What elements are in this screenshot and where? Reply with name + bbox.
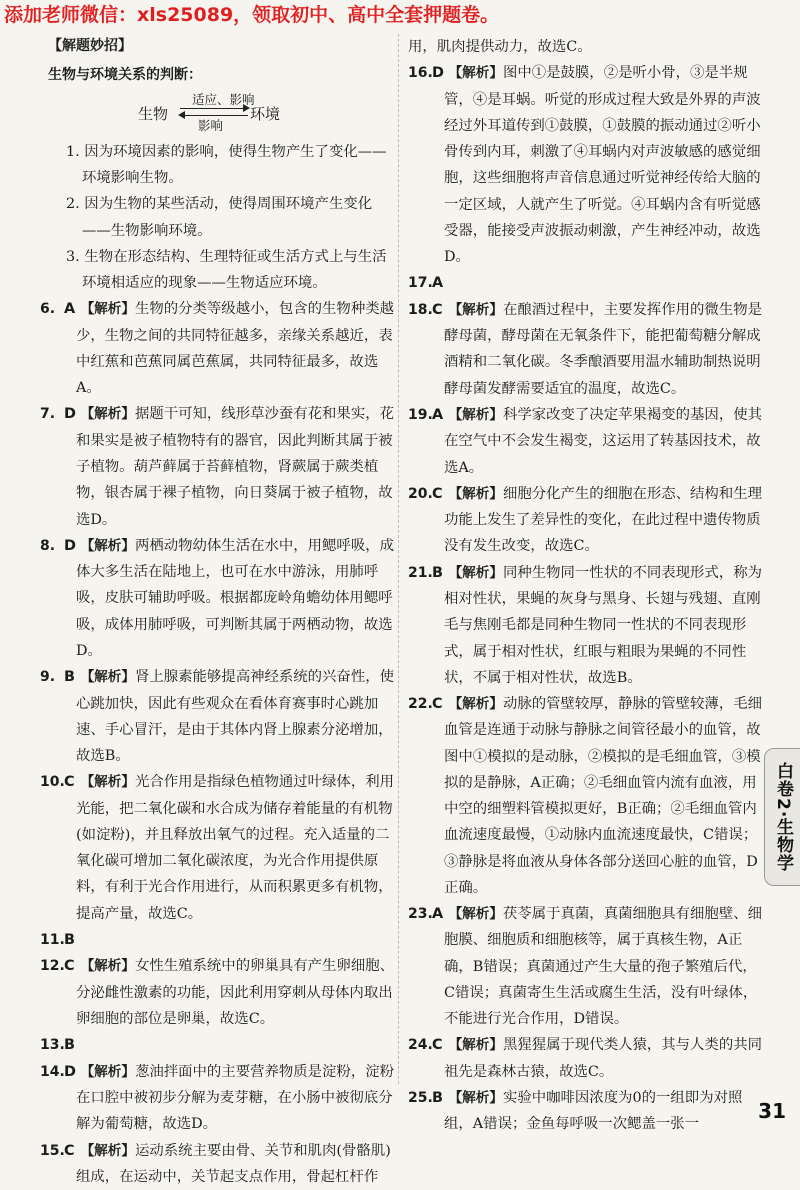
question-item (40, 953, 395, 1032)
question-item (408, 402, 763, 481)
analysis-text: 细胞分化产生的细胞在形态、结构和生理功能上发生了差异性的变化，在此过程中遗传物质没有发生改变，故选C。 (444, 486, 762, 555)
diagram-organism: 生物 (138, 101, 168, 128)
analysis-text: 女性生殖系统中的卵巢具有产生卵细胞、分泌雌性激素的功能，因此利用穿刺从母体内取出卵细胞的部位是卵巢，故选C。 (76, 958, 394, 1027)
question-number: 23. (408, 902, 432, 927)
analysis-text: 光合作用是指绿色植物通过叶绿体，利用光能，把二氧化碳和水合成为储存着能量的有机物(如淀粉)，并且释放出氧气的过程。充入适量的二氧化碳可增加二氧化碳浓度，为光合作用提供原料，有利于光合作用进行，从而积累更多有机物，提高产量，故选C。 (76, 774, 394, 921)
answer-letter: D (432, 60, 444, 86)
analysis-tag: 【解析】 (449, 486, 503, 502)
question-item (40, 401, 395, 532)
question-number: 21. (408, 561, 432, 586)
question-item (408, 60, 763, 270)
question-item (40, 296, 395, 401)
analysis-tag: 【解析】 (81, 406, 135, 422)
question-number: 20. (408, 482, 432, 507)
question-item (40, 769, 395, 927)
analysis-text: 两栖动物幼体生活在水中，用鳃呼吸，成体大多生活在陆地上，也可在水中游泳，用肺呼吸，皮肤可辅助呼吸。根据都庞岭角蟾幼体用鳃呼吸，成体用肺呼吸，可判断其属于两栖动物，故选D。 (76, 538, 394, 659)
question-item (40, 927, 395, 953)
question-number: 19. (408, 403, 432, 428)
analysis-tag: 【解析】 (449, 65, 503, 81)
question-number: 16. (408, 61, 432, 86)
question-number: 7. (40, 402, 64, 427)
right-column (408, 34, 763, 1084)
question-item (40, 1138, 395, 1190)
question-number: 12. (40, 954, 64, 979)
question-item (408, 481, 763, 560)
question-item (408, 560, 763, 691)
question-number: 10. (40, 770, 64, 795)
answer-letter: A (432, 270, 444, 296)
answer-letter: A (432, 402, 444, 428)
analysis-tag: 【解析】 (81, 301, 135, 317)
analysis-text: 葱油拌面中的主要营养物质是淀粉，淀粉在口腔中被初步分解为麦芽糖，在小肠中被彻底分解为葡萄糖，故选D。 (76, 1064, 394, 1133)
analysis-text: 在酿酒过程中，主要发挥作用的微生物是酵母菌，酵母菌在无氧条件下，能把葡萄糖分解成酒精和二氧化碳。冬季酿酒要用温水辅助制热说明酵母菌发酵需要适宜的温度，故选C。 (444, 302, 762, 397)
analysis-tag: 【解析】 (81, 1143, 135, 1159)
answer-letter: A (432, 901, 444, 927)
left-column (40, 34, 395, 1084)
answer-letter: B (64, 664, 76, 690)
relation-diagram (40, 91, 395, 135)
answer-letter: C (64, 953, 76, 979)
question-number: 13. (40, 1033, 64, 1058)
side-tab: 白卷2·生物学 (764, 748, 800, 886)
answer-letter: C (432, 691, 444, 717)
question-number: 17. (408, 271, 432, 296)
answer-letter: D (64, 533, 76, 559)
answer-letter: B (64, 927, 76, 953)
answer-letter: B (432, 560, 444, 586)
question-item (408, 297, 763, 402)
analysis-tag: 【解析】 (449, 906, 503, 922)
tip-item: 3. 生物在形态结构、生理特征或生活方式上与生活环境相适应的现象——生物适应环境。 (48, 244, 395, 296)
diagram-environment: 环境 (250, 101, 280, 128)
analysis-tag: 【解析】 (81, 538, 135, 554)
question-number: 8. (40, 534, 64, 559)
tips-header: 【解题妙招】 (48, 34, 395, 59)
analysis-text: 茯苓属于真菌，真菌细胞具有细胞壁、细胞膜、细胞质和细胞核等，属于真核生物，A正确，B错误；真菌通过产生大量的孢子繁殖后代，C错误；真菌寄生生活或腐生生活，没有叶绿体，不能进行光合作用，D错误。 (444, 906, 762, 1027)
diagram-bottom-label: 影响 (198, 115, 223, 138)
answer-letter: B (432, 1085, 444, 1111)
question-number: 18. (408, 298, 432, 323)
analysis-tag: 【解析】 (449, 407, 503, 423)
analysis-tag: 【解析】 (81, 669, 135, 685)
analysis-tag: 【解析】 (449, 1090, 503, 1106)
analysis-tag: 【解析】 (81, 774, 135, 790)
question-item (408, 1085, 763, 1138)
analysis-text: 据题干可知，线形草沙蚕有花和果实，花和果实是被子植物特有的器官，因此判断其属于被子植物。葫芦藓属于苔藓植物，肾蕨属于蕨类植物，银杏属于裸子植物，向日葵属于被子植物，故选D。 (76, 406, 394, 527)
question-item (408, 270, 763, 296)
analysis-text: 运动系统主要由骨、关节和肌肉(骨骼肌)组成，在运动中，关节起支点作用，骨起杠杆作 (76, 1143, 391, 1185)
promo-banner: 添加老师微信：xls25089，领取初中、高中全套押题卷。 (0, 0, 800, 30)
analysis-tag: 【解析】 (449, 565, 503, 581)
analysis-tag: 【解析】 (449, 302, 503, 318)
question-number: 6. (40, 297, 64, 322)
question-number: 22. (408, 692, 432, 717)
analysis-tag: 【解析】 (81, 1064, 135, 1080)
continued-text: 用，肌肉提供动力，故选C。 (408, 34, 763, 60)
answer-letter: C (432, 297, 444, 323)
analysis-text: 生物的分类等级越小，包含的生物种类越少，生物之间的共同特征越多，亲缘关系越近，表中红蕉和芭蕉同属芭蕉属，共同特征最多，故选A。 (76, 301, 394, 396)
analysis-tag: 【解析】 (81, 958, 135, 974)
arrow-right-icon (180, 108, 248, 109)
question-item (40, 1059, 395, 1138)
question-item (408, 691, 763, 901)
answer-letter: C (432, 481, 444, 507)
question-item (40, 1032, 395, 1058)
question-number: 9. (40, 665, 64, 690)
analysis-text: 科学家改变了决定苹果褐变的基因，使其在空气中不会发生褐变，这运用了转基因技术，故选A。 (444, 407, 762, 476)
diagram-top-label: 适应、影响 (192, 89, 255, 112)
question-number: 14. (40, 1060, 64, 1085)
question-item (40, 533, 395, 664)
analysis-text: 黑猩猩属于现代类人猿，其与人类的共同祖先是森林古猿，故选C。 (444, 1037, 762, 1079)
question-number: 11. (40, 928, 64, 953)
analysis-text: 动脉的管壁较厚，静脉的管壁较薄，毛细血管是连通于动脉与静脉之间管径最小的血管，故图中①模拟的是动脉，②模拟的是毛细血管，③模拟的是静脉，A正确；②毛细血管内流有血液，用中空的细塑料管模拟更好，B正确；②毛细血管内血流速度最慢，①动脉内血流速度最快，C错误；③静脉是将血液从身体各部分送回心脏的血管，D正确。 (444, 696, 762, 896)
analysis-text: 实验中咖啡因浓度为0的一组即为对照组，A错误；金鱼每呼吸一次鳃盖一张一 (444, 1090, 742, 1132)
analysis-text: 同种生物同一性状的不同表现形式，称为相对性状，果蝇的灰身与黑身、长翅与残翅、直刚毛与焦刚毛都是同种生物同一性状的不同表现形式，属于相对性状，红眼与粗眼为果蝇的不同性状，不属于相对性状，故选B。 (444, 565, 762, 686)
answer-letter: A (64, 296, 76, 322)
answer-letter: D (64, 401, 76, 427)
left-question-list (40, 296, 395, 1190)
analysis-tag: 【解析】 (449, 696, 503, 712)
question-number: 15. (40, 1139, 64, 1164)
tip-item: 1. 因为环境因素的影响，使得生物产生了变化——环境影响生物。 (48, 139, 395, 191)
answer-letter: D (64, 1059, 76, 1085)
answer-letter: C (432, 1032, 444, 1058)
question-item (408, 901, 763, 1032)
question-item (408, 1032, 763, 1085)
analysis-tag: 【解析】 (449, 1037, 503, 1053)
tips-title: 生物与环境关系的判断： (48, 63, 395, 88)
tip-item: 2. 因为生物的某些活动，使得周围环境产生变化——生物影响环境。 (48, 191, 395, 243)
answer-letter: C (64, 769, 76, 795)
right-question-list (408, 60, 763, 1137)
column-divider (398, 34, 399, 1084)
question-number: 25. (408, 1086, 432, 1111)
answer-letter: C (64, 1138, 76, 1164)
answer-letter: B (64, 1032, 76, 1058)
question-item (40, 664, 395, 769)
question-number: 24. (408, 1033, 432, 1058)
page-number: 31 (758, 1099, 786, 1123)
analysis-text: 图中①是鼓膜，②是听小骨，③是半规管，④是耳蜗。听觉的形成过程大致是外界的声波经过外耳道传到①鼓膜，①鼓膜的振动通过②听小骨传到内耳，刺激了④耳蜗内对声波敏感的感觉细胞，这些细胞将声音信息通过听觉神经传给大脑的一定区域，人就产生了听觉。④耳蜗内含有听觉感受器，能接受声波振动刺激，产生神经冲动，故选D。 (444, 65, 761, 265)
analysis-text: 肾上腺素能够提高神经系统的兴奋性，使心跳加快，因此有些观众在看体育赛事时心跳加速、手心冒汗，是由于其体内肾上腺素分泌增加，故选B。 (76, 669, 394, 764)
